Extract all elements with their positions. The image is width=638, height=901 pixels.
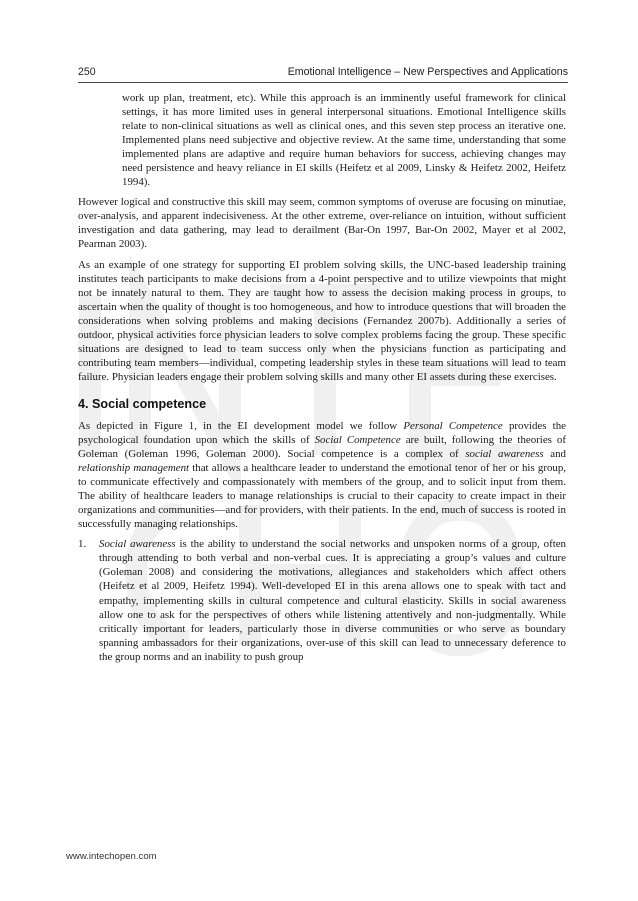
page-number: 250 — [78, 66, 96, 78]
block-quote: work up plan, treatment, etc). While this approach is an imminently useful framework for clinical settings, it has more limited uses in general interpersonal situations. Emotional Intelligence skills relate to non-clinical situations as well as clinical ones, and this seven step process an iterative one. Implemented plans need subjective and objective review. At the same time, understanding that some implemented plans are adaptive and require human behaviors for success, achieving changes may need persistence and heavy reliance in EI skills (Heifetz et al 2009, Linsky & Heifetz 2002, Heifetz 1994). — [122, 92, 566, 189]
list-item-term: Social awareness — [99, 538, 176, 551]
term-social-competence: Social Competence — [314, 433, 401, 446]
term-relationship-management: relationship management — [78, 462, 190, 475]
footer-url: www.intechopen.com — [66, 851, 157, 862]
intro-text-1: As depicted in Figure 1, in the EI development model we follow — [78, 419, 404, 432]
section-heading: 4. Social competence — [78, 396, 207, 411]
paragraph-overuse: However logical and constructive this skill may seem, common symptoms of overuse are focusing on minutiae, over-analysis, and apparent indecisiveness. At the other extreme, over-reliance on intuition, without sufficient investigation and data gathering, may lead to derailment (Bar-On 1997, Bar-On 2002, Mayer et al 2002, Pearman 2003). — [78, 196, 566, 251]
intro-text-5: that allows a healthcare leader to understand the emotional tenor of her or his group, to communicate effectively and compassionately with members of the group, and to solicit input from them. The ability of healthcare leaders to manage relationships is crucial to their capacity to create impact in their organizations and communities—and for providers, with their patients. In the end, much of success is rooted in successfully managing relationships. — [78, 462, 566, 531]
intro-text-2: provides the psychological foundation upon which the skills of — [78, 419, 566, 446]
page-header — [78, 66, 568, 80]
intro-text-3: are built, following the theories of Goleman (Goleman 1996, Goleman 2000). Social competence is a complex of — [78, 433, 566, 461]
list-item — [78, 537, 566, 663]
header-rule — [78, 82, 568, 83]
intro-text-4: and — [543, 448, 566, 461]
running-title: Emotional Intelligence – New Perspectives and Applications — [287, 66, 568, 78]
term-social-awareness: social awareness — [465, 448, 544, 461]
list-item-body: is the ability to understand the social networks and unspoken norms of a group, often through attending to both verbal and non-verbal cues. It is appreciating a group’s values and culture (Goleman 2008) and considering the motivations, allegiances and stakeholders which affect others (Heifetz et al 2009, Heifetz 1994). Well-developed EI in this arena allows one to speak with tact and empathy, implementing skills in cultural competence and cultural elasticity. Skills in social awareness allow one to ask for the perspectives of others while listening attentively and non-judgmentally. While critically important for leaders, particularly those in diverse communities or who serve as boundary spanning ambassadors for their organizations, over-use of this skill can lead to unnecessary deference to the group norms and an inability to push group — [99, 538, 566, 663]
list-marker: 1. — [78, 538, 87, 551]
section-intro-paragraph — [78, 419, 566, 531]
page-body — [78, 91, 566, 664]
paragraph-unc-example: As an example of one strategy for supporting EI problem solving skills, the UNC-based leadership training institutes teach participants to make decisions from a 4-point perspective and to utilize viewpoints that might not be innately natural to them. They are taught how to assess the decision making process in groups, to ascertain when the quality of thought is too homogeneous, and how to introduce questions that will broaden the considerations when solving problems and making decisions (Fernandez 2007b). Additionally a series of outdoor, physical activities force physician leaders to solve complex problems facing the group. These specific situations are designed to lead to team success only when the physicians function as participating and contributing team members—individual, competing leadership styles in these team situations will lead to team failure. Physician leaders engage their problem solving skills and many other EI assets during these exercises. — [78, 258, 566, 383]
list-item-text — [99, 537, 566, 663]
term-personal-competence: Personal Competence — [403, 419, 503, 432]
